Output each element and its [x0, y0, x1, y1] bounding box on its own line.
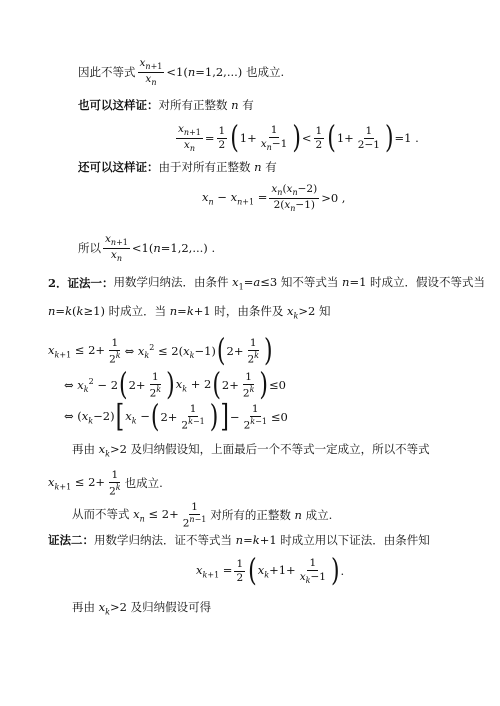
line-1: 因此不等式 $\frac{x_{n+1}}{x_n}$ <1(n=1,2,...) 也成立.	[78, 57, 285, 88]
line-9: $x_{k+1} \le 2+$ $\frac{1}{2^k}$ ⇔ $x_k^2 \le 2(x_k-1)$ ( 2+ $\frac{1}{2^k}$ )	[48, 333, 273, 369]
line-5: $x_n - x_{n+1}$ = $\frac{x_n(x_n-2)}{2(x_n-1)}$ >0 ,	[202, 183, 346, 214]
line-17: 再由 $x_k>2$ 及归纳假设可得	[72, 600, 212, 617]
line-13: $x_{k+1} \le 2+$ $\frac{1}{2^k}$ 也成立.	[48, 469, 163, 498]
line-12: 再由 $x_k>2$ 及归纳假设知，上面最后一个不等式一定成立，所以不等式	[72, 442, 430, 459]
line-3: $\frac{x_{n+1}}{x_n}$ = $\frac{1}{2}$ ( 1+ $\frac{1}{x_n-1}$ ) < $\frac{1}{2}$ ( 1+ $\frac{1}{2-1}$ ) =1 .	[178, 121, 419, 157]
line-7: 2．证法一： 用数学归纳法．由条件 $x_1=a\le 3$ 知不等式当 n=1 时成立．假设不等式当	[48, 275, 486, 292]
line-10: ⇔ $x_k^2 - 2$ ( 2+ $\frac{1}{2^k}$ ) $x_k + 2$ ( 2+ $\frac{1}{2^k}$ ) ≤0	[64, 367, 286, 403]
line-6: 所以 $\frac{x_{n+1}}{x_n}$ <1(n=1,2,...) .	[78, 233, 216, 264]
line-4: 还可以这样证： 由于对所有正整数 n 有	[78, 160, 277, 174]
line-2: 也可以这样证： 对所有正整数 n 有	[78, 98, 254, 112]
line-15: 证法二： 用数学归纳法．证不等式当 n=k+1 时成立用以下证法．由条件知	[48, 533, 430, 547]
fraction: $\frac{x_{n+1}}{x_n}$	[139, 57, 163, 88]
line-14: 从而不等式 $x_n \le 2+$ $\frac{1}{2^{n-1}}$ 对所有的正整数 n 成立.	[72, 501, 333, 530]
line-11: ⇔ $(x_k-2)$ [ $x_k$ − ( 2+ $\frac{1}{2^{k-1}}$ ) ] − $\frac{1}{2^{k-1}}$ ≤0	[64, 399, 288, 435]
line-8: n=k(k≥1) 时成立．当 n=k+1 时，由条件及 $x_k>2$ 知	[48, 304, 331, 321]
line-16: $x_{k+1}$ = $\frac{1}{2}$ ( $x_k+1+$ $\frac{1}{x_k-1}$ ) .	[196, 553, 345, 589]
